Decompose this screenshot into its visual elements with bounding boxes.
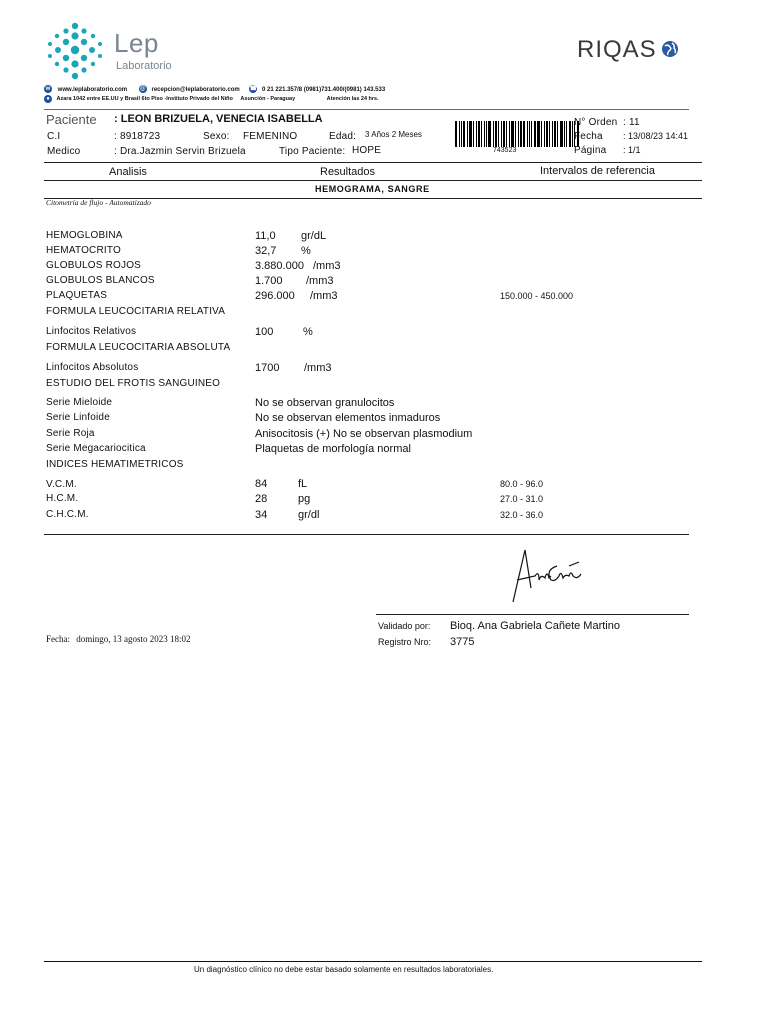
barcode-bar [546, 121, 548, 147]
date-value: : 13/08/23 14:41 [623, 131, 689, 141]
barcode-bar [531, 121, 532, 147]
barcode-bar [467, 121, 468, 147]
barcode-bar [557, 121, 558, 147]
row-value: 28 [255, 493, 268, 505]
row-unit: % [301, 245, 311, 257]
registry-label: Registro Nro: [378, 637, 432, 647]
row-value: 11,0 [255, 230, 276, 242]
row-name: HEMATOCRITO [46, 245, 121, 256]
row-name: Serie Megacariocitica [46, 443, 146, 454]
barcode-bar [549, 121, 550, 147]
print-date-value: domingo, 13 agosto 2023 18:02 [76, 634, 191, 644]
row-name: Serie Roja [46, 428, 95, 439]
row-name: GLOBULOS ROJOS [46, 260, 142, 271]
barcode-bar [484, 121, 485, 147]
row-value: 1.700 [255, 275, 283, 287]
barcode-bar [564, 121, 565, 147]
signature-line [376, 614, 689, 615]
patient-name: : LEON BRIZUELA, VENECIA ISABELLA [114, 113, 323, 125]
order-value: : 11 [623, 117, 640, 128]
barcode-bar [478, 121, 480, 147]
riqas-logo [577, 36, 679, 64]
row-value: 1700 [255, 362, 280, 374]
row-unit: pg [298, 493, 311, 505]
web-icon: w [45, 86, 51, 92]
row-name: Serie Linfoide [46, 412, 110, 423]
patient-type-value: HOPE [352, 145, 382, 156]
results-end-line [44, 534, 689, 535]
row-name: C.H.C.M. [46, 509, 89, 520]
email[interactable]: recepcion@leplaboratorio.com [151, 86, 240, 93]
row-name: HEMOGLOBINA [46, 230, 123, 241]
order-label: N° Orden [574, 117, 618, 128]
barcode-bar [523, 121, 525, 147]
barcode-bar [455, 121, 457, 147]
email-icon: @ [139, 86, 146, 92]
row-unit: /mm3 [310, 290, 338, 302]
barcode-bar [469, 121, 472, 147]
row-name: GLOBULOS BLANCOS [46, 275, 155, 286]
riqas-text: RIQAS [577, 36, 657, 63]
barcode-bar [463, 121, 465, 147]
doctor-label: Medico [47, 146, 81, 157]
row-unit: /mm3 [313, 260, 341, 272]
barcode-bar [481, 121, 482, 147]
barcode-bar [520, 121, 522, 147]
row-name: Linfocitos Relativos [46, 326, 137, 337]
row-ref: 27.0 - 31.0 [500, 494, 544, 504]
row-unit: fL [298, 478, 308, 490]
logo-subtitle: Laboratorio [116, 60, 172, 72]
page-label: Página [574, 145, 607, 156]
row-name: H.C.M. [46, 493, 79, 504]
address: Azara 1042 entre EE.UU y Brasil 6to Piso -Instituto Privado del Niño [56, 96, 233, 103]
contact-line-2 [44, 95, 379, 103]
table-heading: FORMULA LEUCOCITARIA ABSOLUTA [46, 342, 231, 353]
barcode-bar [461, 121, 462, 147]
row-value: No se observan granulocitos [255, 397, 395, 409]
barcode-bar [518, 121, 519, 147]
barcode-bar [495, 121, 497, 147]
table-heading: ESTUDIO DEL FROTIS SANGUINEO [46, 378, 221, 389]
barcode-bar [572, 121, 573, 147]
row-value: Anisocitosis (+) No se observan plasmodium [255, 428, 473, 440]
sex-label: Sexo: [203, 131, 230, 142]
print-date-label: Fecha: [46, 634, 70, 644]
barcode-bar [486, 121, 487, 147]
barcode-bar [501, 121, 502, 147]
barcode-bar [534, 121, 536, 147]
hours: Atención las 24 hrs. [326, 96, 379, 103]
section-title: HEMOGRAMA, SANGRE [315, 184, 430, 194]
barcode-bar [552, 121, 553, 147]
page-value: : 1/1 [623, 145, 641, 155]
doctor-value: : Dra.Jazmin Servin Brizuela [114, 146, 246, 157]
patient-label: Paciente [46, 112, 97, 127]
barcode-bar [529, 121, 530, 147]
row-unit: % [303, 326, 313, 338]
globe-icon [661, 40, 679, 58]
column-results: Resultados [320, 166, 376, 178]
barcode-bar [503, 121, 505, 147]
ci-label: C.I [47, 131, 61, 142]
row-unit: /mm3 [306, 275, 334, 287]
row-value: 100 [255, 326, 274, 338]
row-value: No se observan elementos inmaduros [255, 412, 441, 424]
barcode-bar [537, 121, 540, 147]
phones: 0 21 221.357/8 (0981)731.400/(0981) 143.533 [262, 86, 386, 93]
row-value: 34 [255, 509, 268, 521]
ci-value: : 8918723 [114, 131, 161, 142]
method-note: Citometría de flujo - Automatizado [46, 198, 151, 207]
column-reference: Intervalos de referencia [540, 165, 655, 177]
barcode-bar [544, 121, 545, 147]
columns-top-line [44, 162, 702, 163]
row-value: 3.880.000 [255, 260, 304, 272]
row-unit: gr/dl [298, 509, 320, 521]
barcode-bar [473, 121, 474, 147]
row-ref: 150.000 - 450.000 [500, 291, 574, 301]
logo-name: Lep [114, 28, 159, 58]
lep-logo [44, 22, 214, 80]
barcode-number: 743523 [493, 147, 517, 154]
barcode-bar [509, 121, 510, 147]
location-icon: ● [44, 95, 52, 103]
footer-line [44, 961, 702, 962]
row-value: 84 [255, 478, 268, 490]
registry-value: 3775 [450, 636, 475, 648]
lep-logo-mark-icon [44, 22, 106, 80]
contact-line-1 [44, 85, 385, 93]
row-unit: /mm3 [304, 362, 332, 374]
barcode-bar [527, 121, 528, 147]
row-name: Linfocitos Absolutos [46, 362, 139, 373]
validated-value: Bioq. Ana Gabriela Cañete Martino [450, 620, 620, 632]
barcode-bar [566, 121, 567, 147]
columns-bottom-line [44, 180, 702, 181]
validated-label: Validado por: [378, 621, 431, 631]
barcode-bar [554, 121, 556, 147]
age-label: Edad: [329, 131, 357, 142]
row-ref: 32.0 - 36.0 [500, 510, 544, 520]
barcode-bar [511, 121, 514, 147]
row-value: 296.000 [255, 290, 295, 302]
barcode-bar [459, 121, 460, 147]
barcode-bar [541, 121, 542, 147]
row-ref: 80.0 - 96.0 [500, 479, 544, 489]
barcode-bar [560, 121, 563, 147]
print-date [46, 634, 191, 644]
row-name: V.C.M. [46, 479, 77, 490]
sex-value: FEMENINO [243, 131, 298, 142]
table-heading: FORMULA LEUCOCITARIA RELATIVA [46, 306, 226, 317]
barcode-bar [493, 121, 494, 147]
barcode-bar [515, 121, 516, 147]
age-value: 3 Años 2 Meses [365, 130, 422, 139]
signature-image [495, 540, 605, 610]
row-unit: gr/dL [301, 230, 327, 242]
footer-disclaimer: Un diagnóstico clínico no debe estar basado solamente en resultados laboratoriales. [194, 965, 494, 974]
row-name: Serie Mieloide [46, 397, 113, 408]
date-label: Fecha [574, 131, 603, 142]
barcode-bar [569, 121, 571, 147]
table-heading: INDICES HEMATIMETRICOS [46, 459, 184, 470]
barcode-bar [476, 121, 477, 147]
column-analysis: Analisis [109, 166, 147, 178]
website[interactable]: www.leplaboratorio.com [57, 86, 128, 93]
barcode-bar [498, 121, 499, 147]
row-value: Plaquetas de morfología normal [255, 443, 411, 455]
row-name: PLAQUETAS [46, 290, 108, 301]
barcode [455, 121, 563, 147]
barcode-bar [488, 121, 491, 147]
barcode-bar [506, 121, 507, 147]
row-value: 32,7 [255, 245, 277, 257]
patient-type-label: Tipo Paciente: [279, 146, 346, 157]
header-divider [44, 109, 689, 110]
city: Asunción - Paraguay [240, 96, 296, 103]
phone-icon: ☎ [249, 86, 258, 92]
